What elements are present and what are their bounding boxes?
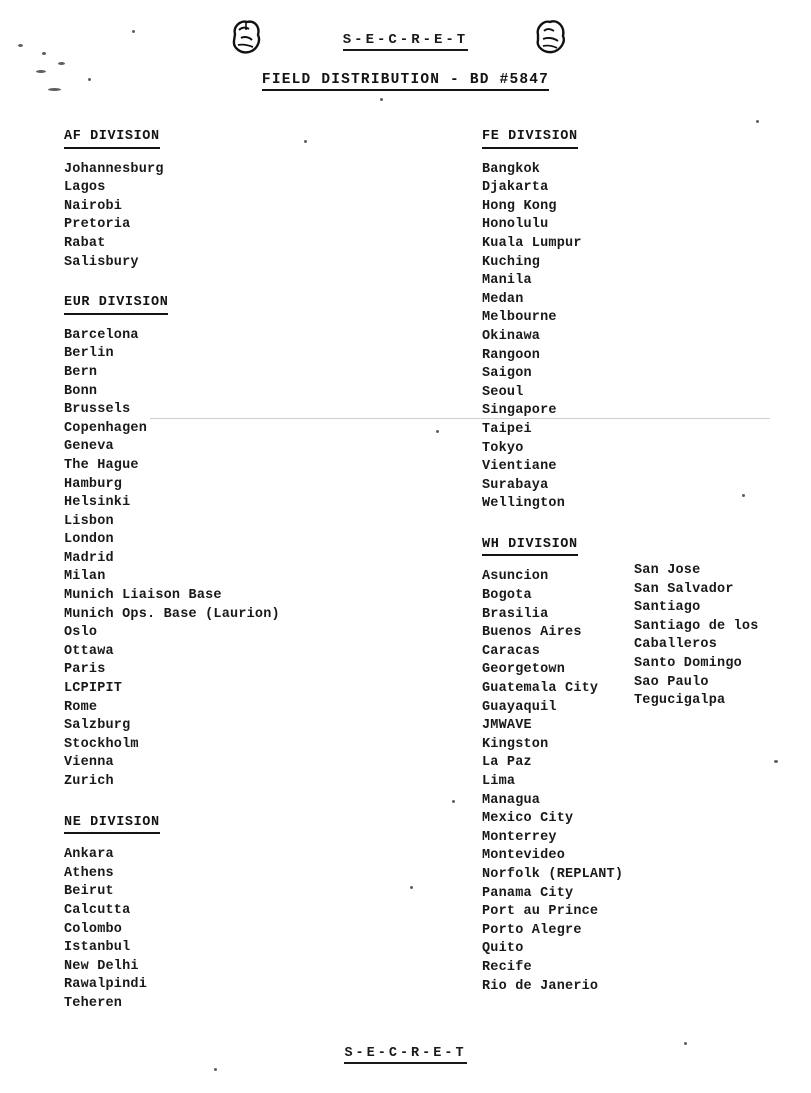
station-entry: Singapore <box>482 403 557 419</box>
column-right <box>634 562 811 711</box>
station-entry: Vientiane <box>482 459 557 475</box>
station-entry: Ankara <box>64 847 114 863</box>
station-entry: Bern <box>64 364 98 380</box>
station-entry: Lima <box>482 774 516 789</box>
station-entry: Ottawa <box>64 643 114 659</box>
station-entry: Brasilia <box>482 606 549 622</box>
station-entry: Rangoon <box>482 347 541 363</box>
station-entry: Salzburg <box>64 718 131 734</box>
station-entry: Nairobi <box>64 198 123 214</box>
scan-speck <box>436 430 439 433</box>
station-entry: Wellington <box>482 496 566 512</box>
station-entry: Beirut <box>64 884 114 900</box>
station-entry: Hong Kong <box>482 198 557 214</box>
station-entry: Honolulu <box>482 217 549 233</box>
station-entry: Oslo <box>64 625 98 641</box>
scan-speck <box>684 1042 687 1045</box>
station-entry: Managua <box>482 792 541 808</box>
classification-footer-text: S-E-C-R-E-T <box>344 1046 466 1064</box>
page-title <box>0 72 811 88</box>
station-entry: San Salvador <box>634 581 734 597</box>
division-group <box>634 562 811 711</box>
station-entry: Pretoria <box>64 217 131 233</box>
station-entry: Manila <box>482 273 532 289</box>
division-group <box>64 294 424 791</box>
station-entry: Johannesburg <box>64 161 164 177</box>
station-entry: Barcelona <box>64 327 139 343</box>
station-entry: San Jose <box>634 563 701 578</box>
station-entry: Montevideo <box>482 848 566 864</box>
classification-header <box>0 32 811 48</box>
station-entry: Colombo <box>64 921 123 937</box>
station-entry: Munich Liaison Base <box>64 588 222 604</box>
station-entry: Santiago de los <box>634 618 759 634</box>
station-entry: Port au Prince <box>482 904 599 920</box>
division-heading: NE DIVISION <box>64 814 160 835</box>
station-entry: Quito <box>482 941 524 957</box>
station-entry: Panama City <box>482 885 574 901</box>
station-entry: Tokyo <box>482 440 524 456</box>
station-entry: Lagos <box>64 180 106 196</box>
station-entry: Stockholm <box>64 736 139 752</box>
column-left <box>64 128 424 1014</box>
scan-speck <box>42 52 46 55</box>
division-group <box>482 128 662 514</box>
station-entry: Bogota <box>482 588 532 604</box>
station-entry: Santo Domingo <box>634 655 742 671</box>
scan-speck <box>214 1068 217 1071</box>
station-entry: Tegucigalpa <box>634 693 726 709</box>
station-entry: Madrid <box>64 550 114 566</box>
page-title-text: FIELD DISTRIBUTION - BD #5847 <box>262 72 549 91</box>
station-entry: Georgetown <box>482 662 566 678</box>
scan-speck <box>58 62 65 65</box>
station-entry: Bonn <box>64 383 98 399</box>
station-entry: Porto Alegre <box>482 922 582 938</box>
station-entry: Kingston <box>482 736 549 752</box>
station-entry: Caracas <box>482 643 541 659</box>
station-entry: Copenhagen <box>64 420 148 436</box>
station-entry: Rawalpindi <box>64 977 148 993</box>
station-entry: Okinawa <box>482 328 541 344</box>
station-entry: Saigon <box>482 366 532 382</box>
station-entry: Guatemala City <box>482 681 599 697</box>
station-entry: Vienna <box>64 755 114 771</box>
station-entry: Santiago <box>634 600 701 616</box>
station-entry: Geneva <box>64 439 114 455</box>
station-entry: Salisbury <box>64 254 139 270</box>
station-entry: Asuncion <box>482 569 549 585</box>
station-entry: Paris <box>64 662 106 678</box>
station-entry: New Delhi <box>64 958 139 974</box>
station-entry: Djakarta <box>482 180 549 196</box>
station-entry: Guayaquil <box>482 699 557 715</box>
station-entry: Recife <box>482 959 532 975</box>
scan-speck <box>774 760 778 763</box>
station-entry: Norfolk (REPLANT) <box>482 866 624 882</box>
scan-speck <box>742 494 745 497</box>
station-entry: Rabat <box>64 235 106 251</box>
station-entry: Mexico City <box>482 811 574 827</box>
station-entry: Athens <box>64 865 114 881</box>
division-group <box>64 128 424 272</box>
station-entry: Kuala Lumpur <box>482 235 582 251</box>
station-entry: Zurich <box>64 774 114 789</box>
station-entry: Sao Paulo <box>634 674 709 690</box>
station-entry: Rio de Janerio <box>482 978 599 994</box>
classification-header-text: S-E-C-R-E-T <box>343 32 468 51</box>
station-entry: Bangkok <box>482 161 541 177</box>
station-entry: The Hague <box>64 457 139 473</box>
station-entry: Monterrey <box>482 829 557 845</box>
division-heading: FE DIVISION <box>482 128 578 149</box>
scan-speck <box>756 120 759 123</box>
division-heading: WH DIVISION <box>482 536 578 557</box>
scan-speck <box>48 88 61 91</box>
station-entry: Brussels <box>64 402 131 418</box>
station-entry: London <box>64 532 114 548</box>
division-heading: EUR DIVISION <box>64 294 168 315</box>
station-entry: Seoul <box>482 384 524 400</box>
station-entry: Lisbon <box>64 513 114 529</box>
station-entry: Surabaya <box>482 477 549 493</box>
station-entry: Berlin <box>64 346 114 362</box>
station-entry: Buenos Aires <box>482 625 582 641</box>
station-entry: Hamburg <box>64 476 123 492</box>
station-entry: Istanbul <box>64 940 131 956</box>
classification-footer <box>0 1046 811 1061</box>
scan-speck <box>380 98 383 101</box>
station-entry: Rome <box>64 699 98 715</box>
division-group <box>64 814 424 1014</box>
station-entry: Munich Ops. Base (Laurion) <box>64 606 280 622</box>
station-entry: Teheren <box>64 995 123 1011</box>
station-entry: Helsinki <box>64 495 131 511</box>
station-entry: Caballeros <box>634 637 718 653</box>
station-entry: Melbourne <box>482 310 557 326</box>
division-heading: AF DIVISION <box>64 128 160 149</box>
station-entry: Milan <box>64 569 106 585</box>
station-entry: JMWAVE <box>482 718 532 734</box>
station-entry: Medan <box>482 291 524 307</box>
station-entry: La Paz <box>482 755 532 771</box>
station-entry: Calcutta <box>64 902 131 918</box>
station-entry: LCPIPIT <box>64 681 123 697</box>
station-entry: Taipei <box>482 421 532 437</box>
scan-speck <box>452 800 455 803</box>
station-entry: Kuching <box>482 254 541 270</box>
